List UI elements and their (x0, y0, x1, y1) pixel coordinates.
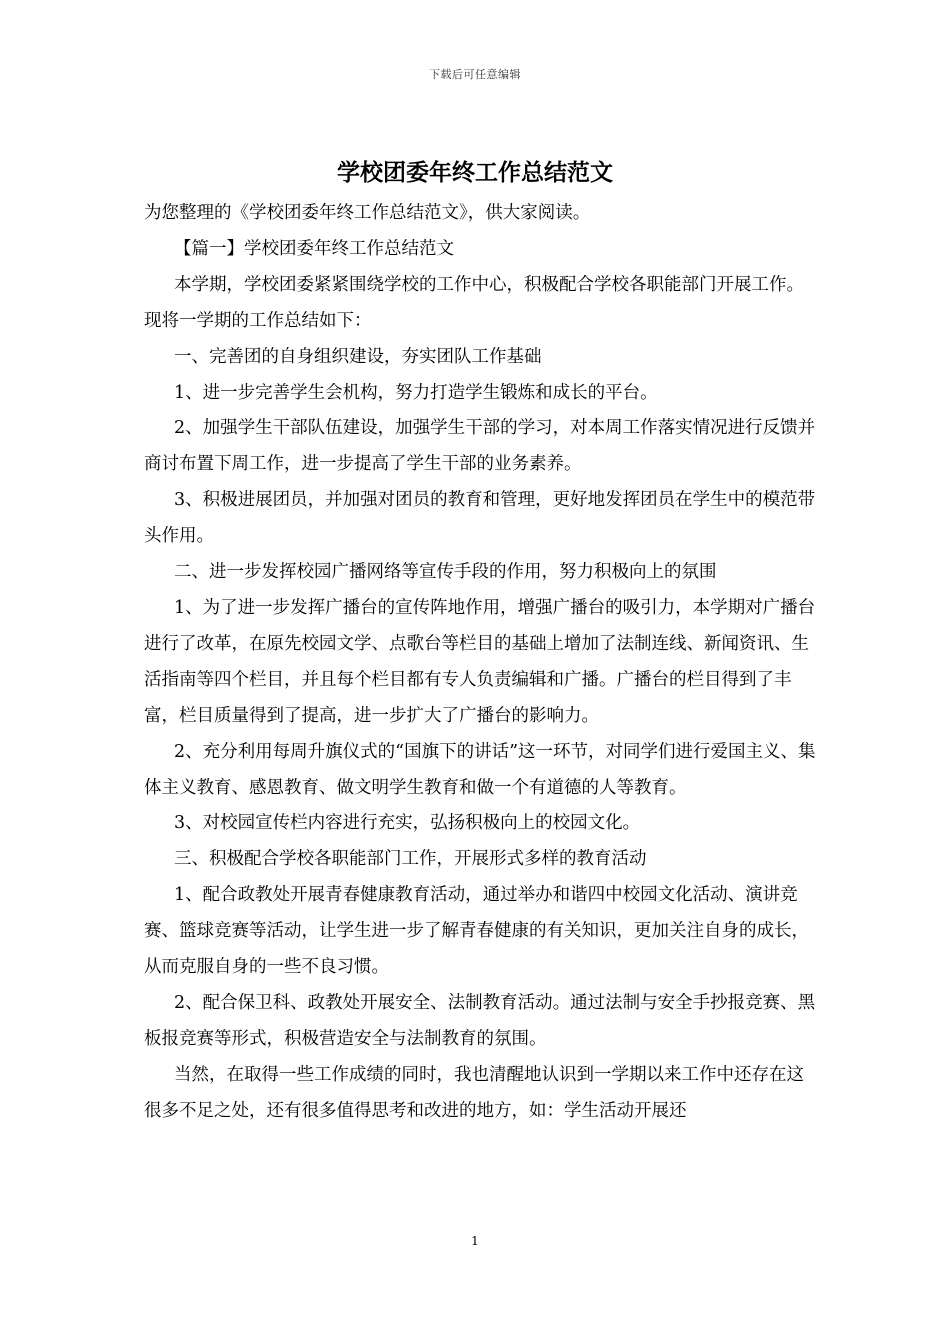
page-number: 1 (471, 1234, 479, 1248)
paragraph: 3、积极进展团员，并加强对团员的教育和管理，更好地发挥团员在学生中的模范带头作用。 (144, 490, 816, 547)
paragraph: 二、进一步发挥校园广播网络等宣传手段的作用，努力积极向上的氛围 (174, 562, 717, 583)
paragraph: 一、完善团的自身组织建设，夯实团队工作基础 (174, 346, 542, 367)
paragraph: 3、对校园宣传栏内容进行充实，弘扬积极向上的校园文化。 (174, 813, 641, 834)
paragraph: 1、配合政教处开展青春健康教育活动，通过举办和谐四中校园文化活动、演讲竞赛、篮球竞赛等活动，让学生进一步了解青春健康的有关知识，更加关注自身的成长，从而克服自身的一些不良习惯。 (144, 885, 809, 978)
paragraph: 1、进一步完善学生会机构，努力打造学生锻炼和成长的平台。 (174, 382, 658, 403)
paragraph: 当然，在取得一些工作成绩的同时，我也清醒地认识到一学期以来工作中还存在这很多不足之处，还有很多值得思考和改进的地方，如：学生活动开展还 (144, 1064, 804, 1121)
paragraph: 2、充分利用每周升旗仪式的“国旗下的讲话”这一环节，对同学们进行爱国主义、集体主义教育、感恩教育、做文明学生教育和做一个有道德的人等教育。 (144, 741, 816, 798)
paragraph: 2、加强学生干部队伍建设，加强学生干部的学习，对本周工作落实情况进行反馈并商讨布置下周工作，进一步提高了学生干部的业务素养。 (144, 418, 816, 475)
paragraph: 三、积极配合学校各职能部门工作，开展形式多样的教育活动 (174, 849, 647, 870)
paragraph: 1、为了进一步发挥广播台的宣传阵地作用，增强广播台的吸引力，本学期对广播台进行了改革，在原先校园文学、点歌台等栏目的基础上增加了法制连线、新闻资讯、生活指南等四个栏目，并且每个栏目都有专人负责编辑和广播。广播台的栏目得到了丰富，栏目质量得到了提高，进一步扩大了广播台的影响力。 (144, 597, 816, 726)
document-title: 学校团委年终工作总结范文 (337, 159, 613, 186)
document-body (144, 196, 816, 1130)
paragraph: 本学期，学校团委紧紧围绕学校的工作中心，积极配合学校各职能部门开展工作。现将一学期的工作总结如下： (144, 274, 804, 331)
paragraph: 为您整理的《学校团委年终工作总结范文》，供大家阅读。 (144, 203, 591, 223)
paragraph: 【篇一】学校团委年终工作总结范文 (174, 238, 454, 259)
paragraph: 2、配合保卫科、政教处开展安全、法制教育活动。通过法制与安全手抄报竞赛、黑板报竞赛等形式，积极营造安全与法制教育的氛围。 (144, 992, 816, 1049)
header-note: 下载后可任意编辑 (429, 68, 521, 81)
